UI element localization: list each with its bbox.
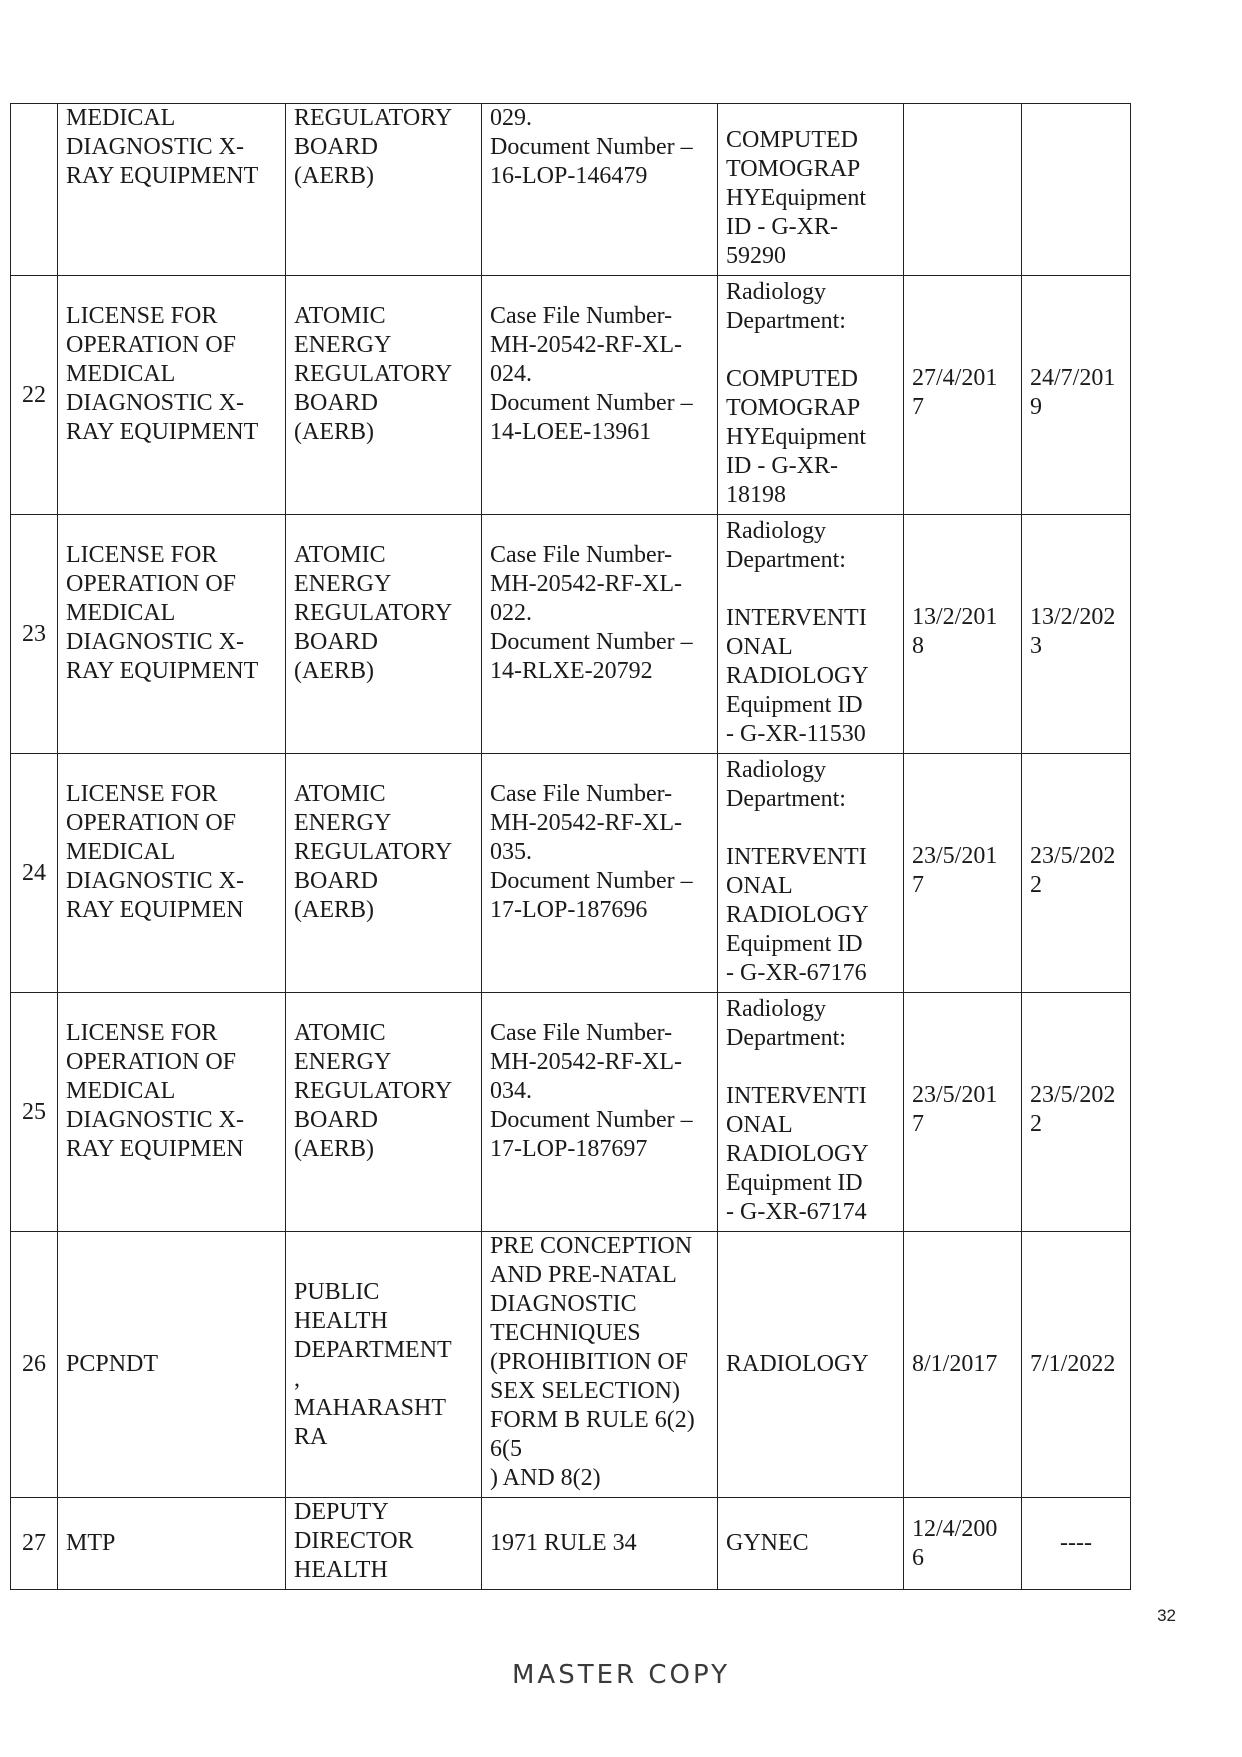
- valid-to: ----: [1022, 1498, 1131, 1590]
- row-number: 23: [11, 515, 58, 754]
- reference-numbers: 1971 RULE 34: [482, 1498, 718, 1590]
- valid-to: 24/7/201 9: [1022, 276, 1131, 515]
- issuing-authority: PUBLIC HEALTH DEPARTMENT , MAHARASHT RA: [286, 1232, 482, 1498]
- row-number: 24: [11, 754, 58, 993]
- license-name: MEDICAL DIAGNOSTIC X- RAY EQUIPMENT: [58, 104, 286, 276]
- reference-numbers: 029. Document Number – 16-LOP-146479: [482, 104, 718, 276]
- license-name: LICENSE FOR OPERATION OF MEDICAL DIAGNOSTIC X- RAY EQUIPMEN: [58, 993, 286, 1232]
- valid-from: 27/4/201 7: [904, 276, 1022, 515]
- reference-numbers: Case File Number- MH-20542-RF-XL- 034. Document Number – 17-LOP-187697: [482, 993, 718, 1232]
- table-row: [11, 1232, 1131, 1498]
- table-row: [11, 515, 1131, 754]
- issuing-authority: REGULATORY BOARD (AERB): [286, 104, 482, 276]
- license-name: LICENSE FOR OPERATION OF MEDICAL DIAGNOSTIC X- RAY EQUIPMENT: [58, 276, 286, 515]
- department-equipment: Radiology Department: INTERVENTI ONAL RADIOLOGY Equipment ID - G-XR-67174: [718, 993, 904, 1232]
- department-equipment: Radiology Department: INTERVENTI ONAL RADIOLOGY Equipment ID - G-XR-11530: [718, 515, 904, 754]
- department-equipment: RADIOLOGY: [718, 1232, 904, 1498]
- valid-to: 23/5/202 2: [1022, 993, 1131, 1232]
- valid-from: 23/5/201 7: [904, 754, 1022, 993]
- master-copy-stamp: MASTER COPY: [512, 1660, 730, 1690]
- reference-numbers: Case File Number- MH-20542-RF-XL- 022. Document Number – 14-RLXE-20792: [482, 515, 718, 754]
- department-equipment: Radiology Department: INTERVENTI ONAL RADIOLOGY Equipment ID - G-XR-67176: [718, 754, 904, 993]
- reference-numbers: Case File Number- MH-20542-RF-XL- 035. Document Number – 17-LOP-187696: [482, 754, 718, 993]
- page-number: 32: [1157, 1606, 1176, 1625]
- reference-numbers: Case File Number- MH-20542-RF-XL- 024. Document Number – 14-LOEE-13961: [482, 276, 718, 515]
- valid-from: 12/4/200 6: [904, 1498, 1022, 1590]
- license-name: LICENSE FOR OPERATION OF MEDICAL DIAGNOSTIC X- RAY EQUIPMEN: [58, 754, 286, 993]
- license-name: MTP: [58, 1498, 286, 1590]
- row-number: 26: [11, 1232, 58, 1498]
- reference-numbers: PRE CONCEPTION AND PRE-NATAL DIAGNOSTIC TECHNIQUES (PROHIBITION OF SEX SELECTION) FORM B RULE 6(2) 6(5 ) AND 8(2): [482, 1232, 718, 1498]
- license-table: [10, 103, 1131, 1590]
- valid-from: 8/1/2017: [904, 1232, 1022, 1498]
- table-row: [11, 993, 1131, 1232]
- valid-from: 23/5/201 7: [904, 993, 1022, 1232]
- issuing-authority: ATOMIC ENERGY REGULATORY BOARD (AERB): [286, 515, 482, 754]
- row-number: 27: [11, 1498, 58, 1590]
- table-row: [11, 104, 1131, 276]
- table-row: [11, 1498, 1131, 1590]
- valid-to: 13/2/202 3: [1022, 515, 1131, 754]
- valid-to: 23/5/202 2: [1022, 754, 1131, 993]
- license-name: PCPNDT: [58, 1232, 286, 1498]
- valid-from: 13/2/201 8: [904, 515, 1022, 754]
- issuing-authority: DEPUTY DIRECTOR HEALTH: [286, 1498, 482, 1590]
- department-equipment: COMPUTED TOMOGRAP HYEquipment ID - G-XR- 59290: [718, 104, 904, 276]
- valid-from: [904, 104, 1022, 276]
- issuing-authority: ATOMIC ENERGY REGULATORY BOARD (AERB): [286, 754, 482, 993]
- license-name: LICENSE FOR OPERATION OF MEDICAL DIAGNOSTIC X- RAY EQUIPMENT: [58, 515, 286, 754]
- row-number: 22: [11, 276, 58, 515]
- department-equipment: Radiology Department: COMPUTED TOMOGRAP HYEquipment ID - G-XR- 18198: [718, 276, 904, 515]
- table-row: [11, 754, 1131, 993]
- row-number: 25: [11, 993, 58, 1232]
- valid-to: 7/1/2022: [1022, 1232, 1131, 1498]
- table-row: [11, 276, 1131, 515]
- row-number: [11, 104, 58, 276]
- department-equipment: GYNEC: [718, 1498, 904, 1590]
- valid-to: [1022, 104, 1131, 276]
- issuing-authority: ATOMIC ENERGY REGULATORY BOARD (AERB): [286, 993, 482, 1232]
- issuing-authority: ATOMIC ENERGY REGULATORY BOARD (AERB): [286, 276, 482, 515]
